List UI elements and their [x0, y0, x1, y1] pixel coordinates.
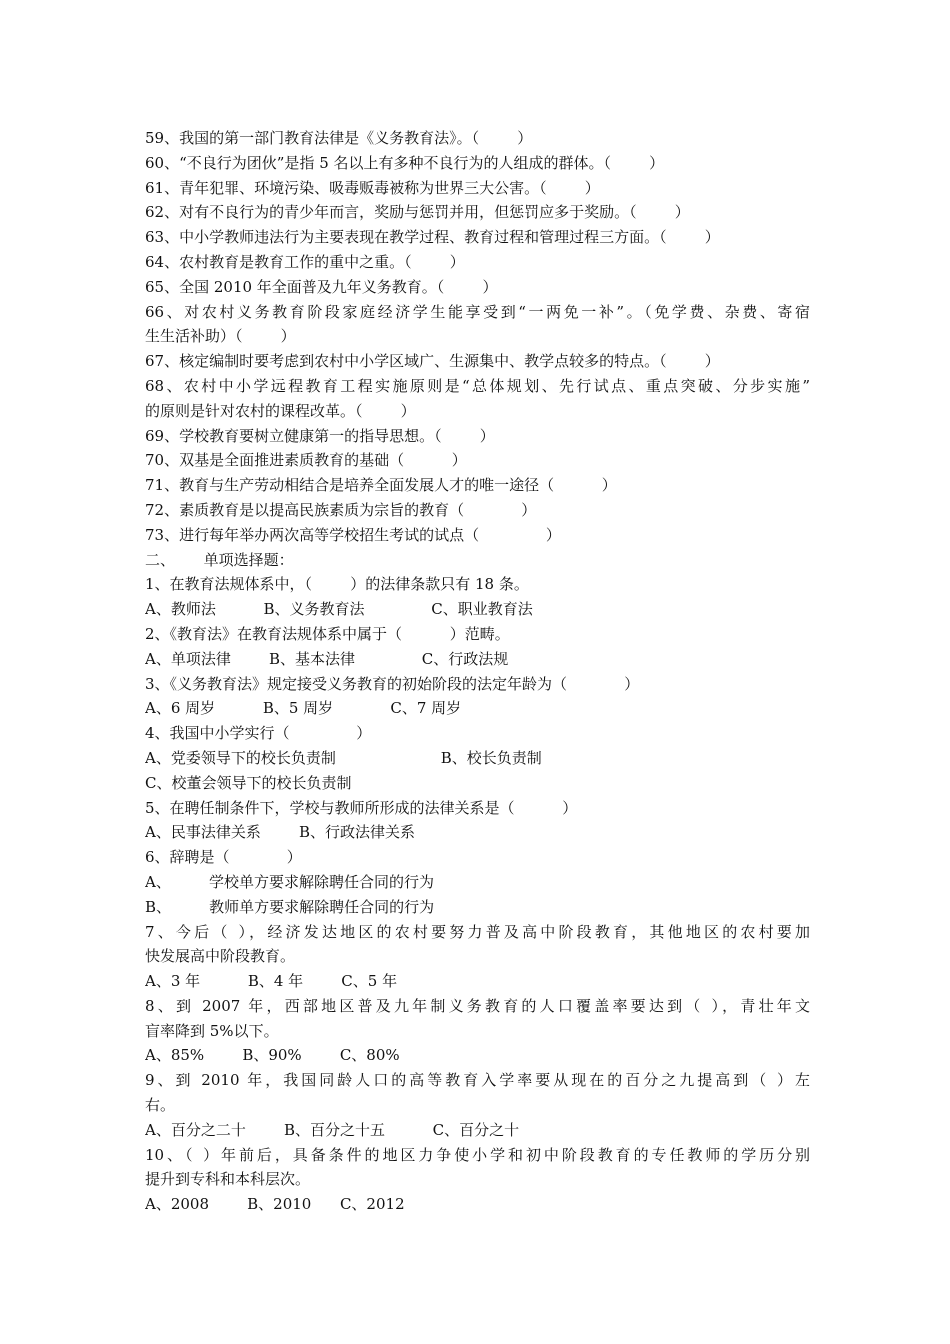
mc-question-4: 4、我国中小学实行（ ）	[145, 724, 372, 743]
mc-question-5: 5、在聘任制条件下，学校与教师所形成的法律关系是（ ）	[145, 798, 578, 817]
question-71: 71、教育与生产劳动相结合是培养全面发展人才的唯一途径（ ）	[145, 476, 617, 495]
mc-options-1: A、教师法 B、义务教育法 C、职业教育法	[145, 600, 533, 619]
question-73: 73、进行每年举办两次高等学校招生考试的试点（ ）	[145, 525, 561, 544]
mc-question-8-line-1: 8、到 2007 年，西部地区普及九年制义务教育的人口覆盖率要达到（ ），青壮年文	[145, 996, 810, 1015]
question-62: 62、对有不良行为的青少年而言，奖励与惩罚并用，但惩罚应多于奖励。（ ）	[145, 203, 690, 222]
question-72: 72、素质教育是以提高民族素质为宗旨的教育（ ）	[145, 500, 537, 519]
mc-options-8: A、85% B、90% C、80%	[145, 1046, 400, 1065]
mc-question-7-line-2: 快发展高中阶段教育。	[145, 947, 296, 966]
mc-question-7-line-1: 7、今后（ ），经济发达地区的农村要努力普及高中阶段教育，其他地区的农村要加	[145, 922, 810, 941]
mc-option-6a: A、 学校单方要求解除聘任合同的行为	[145, 872, 434, 891]
mc-options-5: A、民事法律关系 B、行政法律关系	[145, 823, 416, 842]
mc-question-1: 1、在教育法规体系中，（ ）的法律条款只有 18 条。	[145, 575, 529, 594]
question-68-line-2: 的原则是针对农村的课程改革。（ ）	[145, 401, 416, 420]
question-66-line-1: 66、对农村义务教育阶段家庭经济学生能享受到“一两免一补”。（免学费、杂费、寄宿	[145, 302, 810, 321]
question-59: 59、我国的第一部门教育法律是《义务教育法》。（ ）	[145, 129, 533, 147]
mc-question-9-line-1: 9、到 2010 年，我国同龄人口的高等教育入学率要从现在的百分之九提高到（ ）左	[145, 1071, 810, 1090]
question-69: 69、学校教育要树立健康第一的指导思想。（ ）	[145, 426, 495, 445]
question-70: 70、双基是全面推进素质教育的基础（ ）	[145, 451, 467, 470]
mc-options-9: A、百分之二十 B、百分之十五 C、百分之十	[145, 1120, 520, 1139]
question-63: 63、中小学教师违法行为主要表现在教学过程、教育过程和管理过程三方面。（ ）	[145, 228, 720, 247]
question-66-line-2: 生生活补助）（ ）	[145, 327, 296, 346]
mc-options-10: A、2008 B、2010 C、2012	[145, 1195, 405, 1214]
mc-option-6b: B、 教师单方要求解除聘任合同的行为	[145, 897, 435, 916]
mc-question-6: 6、辞聘是（ ）	[145, 848, 302, 867]
mc-question-3: 3、《义务教育法》规定接受义务教育的初始阶段的法定年龄为（ ）	[145, 674, 640, 693]
section-heading: 二、 单项选择题：	[145, 550, 294, 569]
question-list	[145, 126, 810, 1217]
mc-options-2: A、单项法律 B、基本法律 C、行政法规	[145, 649, 509, 668]
question-65: 65、全国 2010 年全面普及九年义务教育。（ ）	[145, 277, 498, 296]
question-64: 64、农村教育是教育工作的重中之重。（ ）	[145, 252, 465, 271]
mc-question-8-line-2: 盲率降到 5%以下。	[145, 1021, 279, 1040]
question-67: 67、核定编制时要考虑到农村中小学区域广、生源集中、教学点较多的特点。（ ）	[145, 352, 720, 371]
mc-question-10-line-2: 提升到专科和本科层次。	[145, 1170, 311, 1189]
mc-options-4-line-2: C、校董会领导下的校长负责制	[145, 773, 352, 792]
question-61: 61、青年犯罪、环境污染、吸毒贩毒被称为世界三大公害。（ ）	[145, 178, 600, 197]
mc-question-9-line-2: 右。	[145, 1096, 176, 1115]
mc-question-2: 2、《教育法》在教育法规体系中属于（ ）范畴。	[145, 624, 510, 643]
question-60: 60、“不良行为团伙”是指 5 名以上有多种不良行为的人组成的群体。（ ）	[145, 153, 665, 172]
mc-options-4-line-1: A、党委领导下的校长负责制 B、校长负责制	[145, 748, 542, 767]
mc-options-3: A、6 周岁 B、5 周岁 C、7 周岁	[145, 699, 462, 718]
mc-options-7: A、3 年 B、4 年 C、5 年	[145, 972, 398, 991]
question-68-line-1: 68、农村中小学远程教育工程实施原则是“总体规划、先行试点、重点突破、分步实施”	[145, 376, 810, 395]
mc-question-10-line-1: 10、（ ）年前后，具备条件的地区力争使小学和初中阶段教育的专任教师的学历分别	[145, 1145, 810, 1164]
